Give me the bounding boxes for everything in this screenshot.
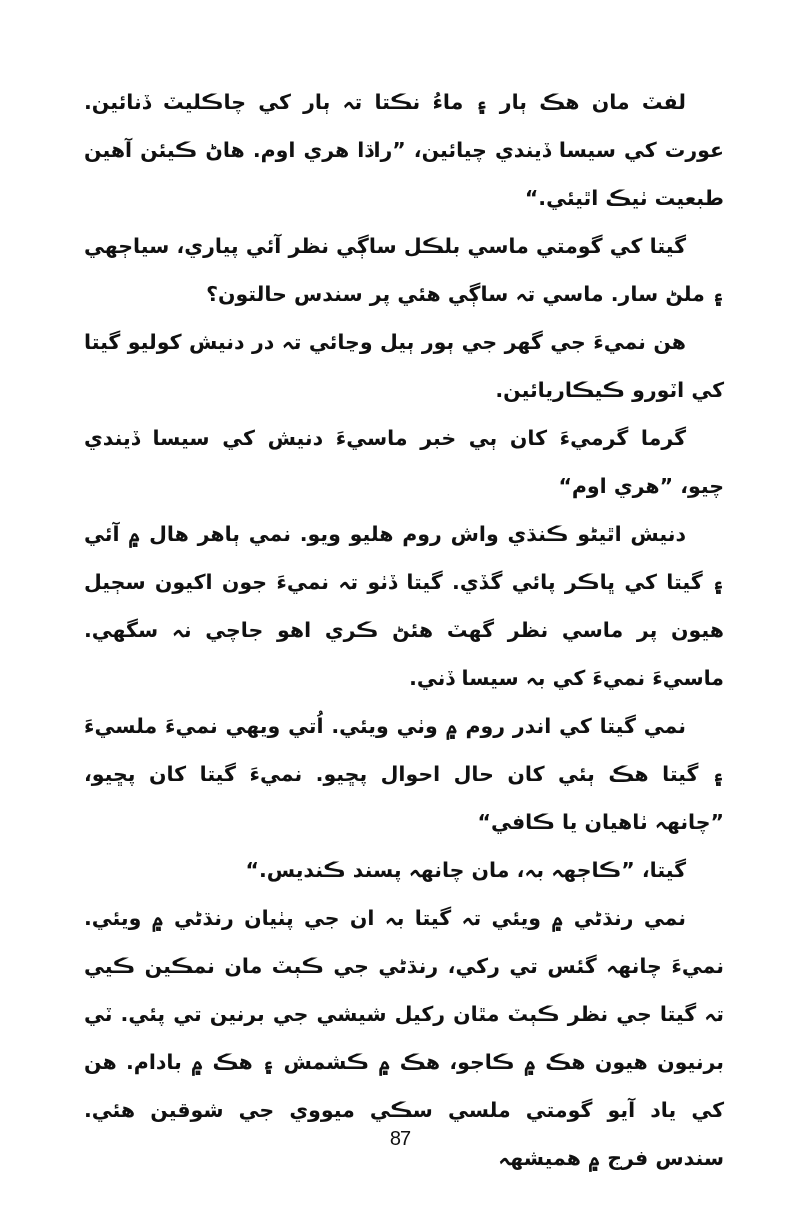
paragraph-2: گيتا کي گومتي ماسي بلڪل ساڳي نظر آئي پياري، سياڄهي ۽ ملڻ سار. ماسي تہ ساڳي هئي پر سندس حالتون؟ <box>84 234 724 306</box>
paragraph-7-dialogue: گيتا، ”ڪاڄهہ بہ، مان چانهہ پسند ڪنديس.“ <box>245 858 686 882</box>
paragraph-5: دنيش اٿيڻو ڪنڌي واش روم هليو ويو. نمي ٻاهر هال ۾ آئي ۽ گيتا کي ڀاڪر پائي گڏي. گيتا ڏٺو تہ نميءَ جون اکيون سڄيل هيون پر ماسي نظر گهٽ هئڻ ڪري اهو جاچي نہ سگهي. ماسيءَ نميءَ کي بہ سيسا ڏني. <box>84 522 724 690</box>
paragraph-8: نمي رنڌڻي ۾ ويئي تہ گيتا بہ ان جي پٺيان رنڌڻي ۾ ويئي. نميءَ چانهہ گئس تي رکي، رنڌڻي جي ڪٻٽ مان نمڪين ڪيي تہ گيتا جي نظر ڪٻٽ مٿان رکيل شيشي جي برنين تي پئي. ٽي برنيون هيون هڪ ۾ ڪاجو، هڪ ۾ ڪشمش ۽ هڪ ۾ بادام. هن کي ياد آيو گومتي ملسي سڪي ميووي جي شوقين هئي. سندس فرج ۾ هميشهہ <box>84 906 724 1170</box>
paragraph-6: نمي گيتا کي اندر روم ۾ وٺي ويئي. اُتي ويهي نميءَ ملسيءَ ۽ گيتا هڪ ٻئي کان حال احوال پڇيو. نميءَ گيتا کان پڇيو، ”چانهہ ٺاهيان يا ڪافي“ <box>84 714 724 834</box>
paragraph-3: هن نميءَ جي گهر جي ٻور ٻيل وڃائي تہ در دنيش کوليو گيتا کي اٽورو ڪيڪاريائين. <box>84 330 724 402</box>
page-number: 87 <box>389 1128 411 1150</box>
book-page-text <box>84 78 724 1182</box>
paragraph-1: لفٽ مان هڪ ٻار ۽ ماءُ نڪتا تہ ٻار کي چاڪليٽ ڏنائين. عورت کي سيسا ڏيندي چيائين، ”راڌا هري اوم. هاڻ ڪيئن آهين طبعيت ٺيڪ اٿيئي.“ <box>84 90 724 210</box>
paragraph-4: گرما گرميءَ کان ٻي خبر ماسيءَ دنيش کي سيسا ڏيندي چيو، ”هري اوم“ <box>84 426 724 498</box>
